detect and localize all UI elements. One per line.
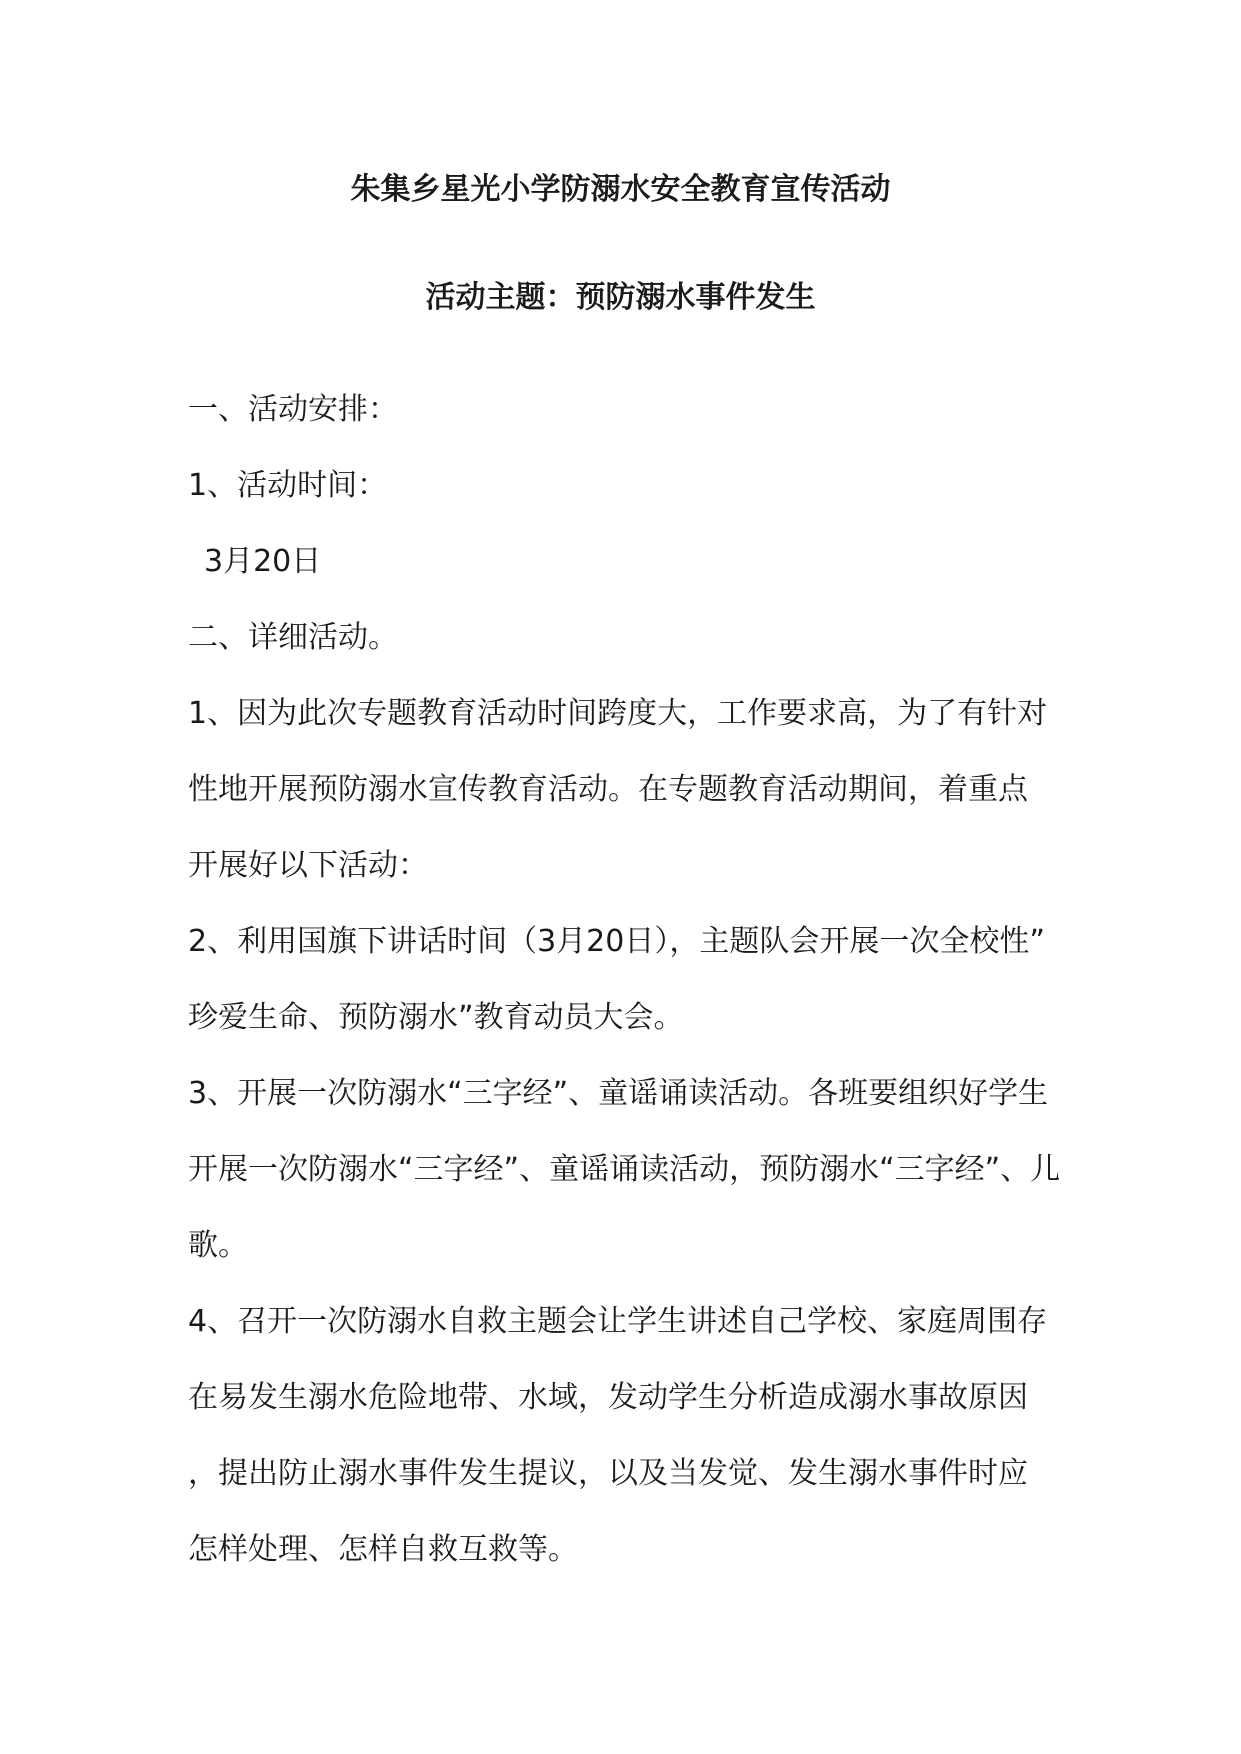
document-title: 朱集乡星光小学防溺水安全教育宣传活动: [350, 172, 891, 207]
paragraph-line: 2、利用国旗下讲话时间（3月20日），主题队会开展一次全校性”: [188, 924, 1045, 959]
section-heading-details: 二、详细活动。: [188, 620, 398, 655]
paragraph-line: 性地开展预防溺水宣传教育活动。在专题教育活动期间，着重点: [188, 772, 1028, 807]
document-subtitle: 活动主题：预防溺水事件发生: [425, 280, 816, 315]
paragraph-line: 3、开展一次防溺水“三字经”、童谣诵读活动。各班要组织好学生: [188, 1076, 1049, 1111]
paragraph-line: 1、因为此次专题教育活动时间跨度大，工作要求高，为了有针对: [188, 696, 1048, 731]
paragraph-line: ，提出防止溺水事件发生提议，以及当发觉、发生溺水事件时应: [188, 1456, 1028, 1491]
section-heading-arrangement: 一、活动安排：: [188, 392, 398, 427]
paragraph-line: 歌。: [188, 1228, 248, 1263]
item-activity-time: 1、活动时间：: [188, 468, 388, 503]
paragraph-line: 开展好以下活动：: [188, 848, 428, 883]
activity-date: 3月20日: [204, 544, 322, 579]
paragraph-line: 珍爱生命、预防溺水”教育动员大会。: [188, 1000, 684, 1035]
paragraph-line: 4、召开一次防溺水自救主题会让学生讲述自己学校、家庭周围存: [188, 1304, 1048, 1339]
paragraph-line: 在易发生溺水危险地带、水域，发动学生分析造成溺水事故原因: [188, 1380, 1028, 1415]
paragraph-line: 怎样处理、怎样自救互救等。: [188, 1532, 578, 1567]
paragraph-line: 开展一次防溺水“三字经”、童谣诵读活动，预防溺水“三字经”、儿: [188, 1152, 1061, 1187]
